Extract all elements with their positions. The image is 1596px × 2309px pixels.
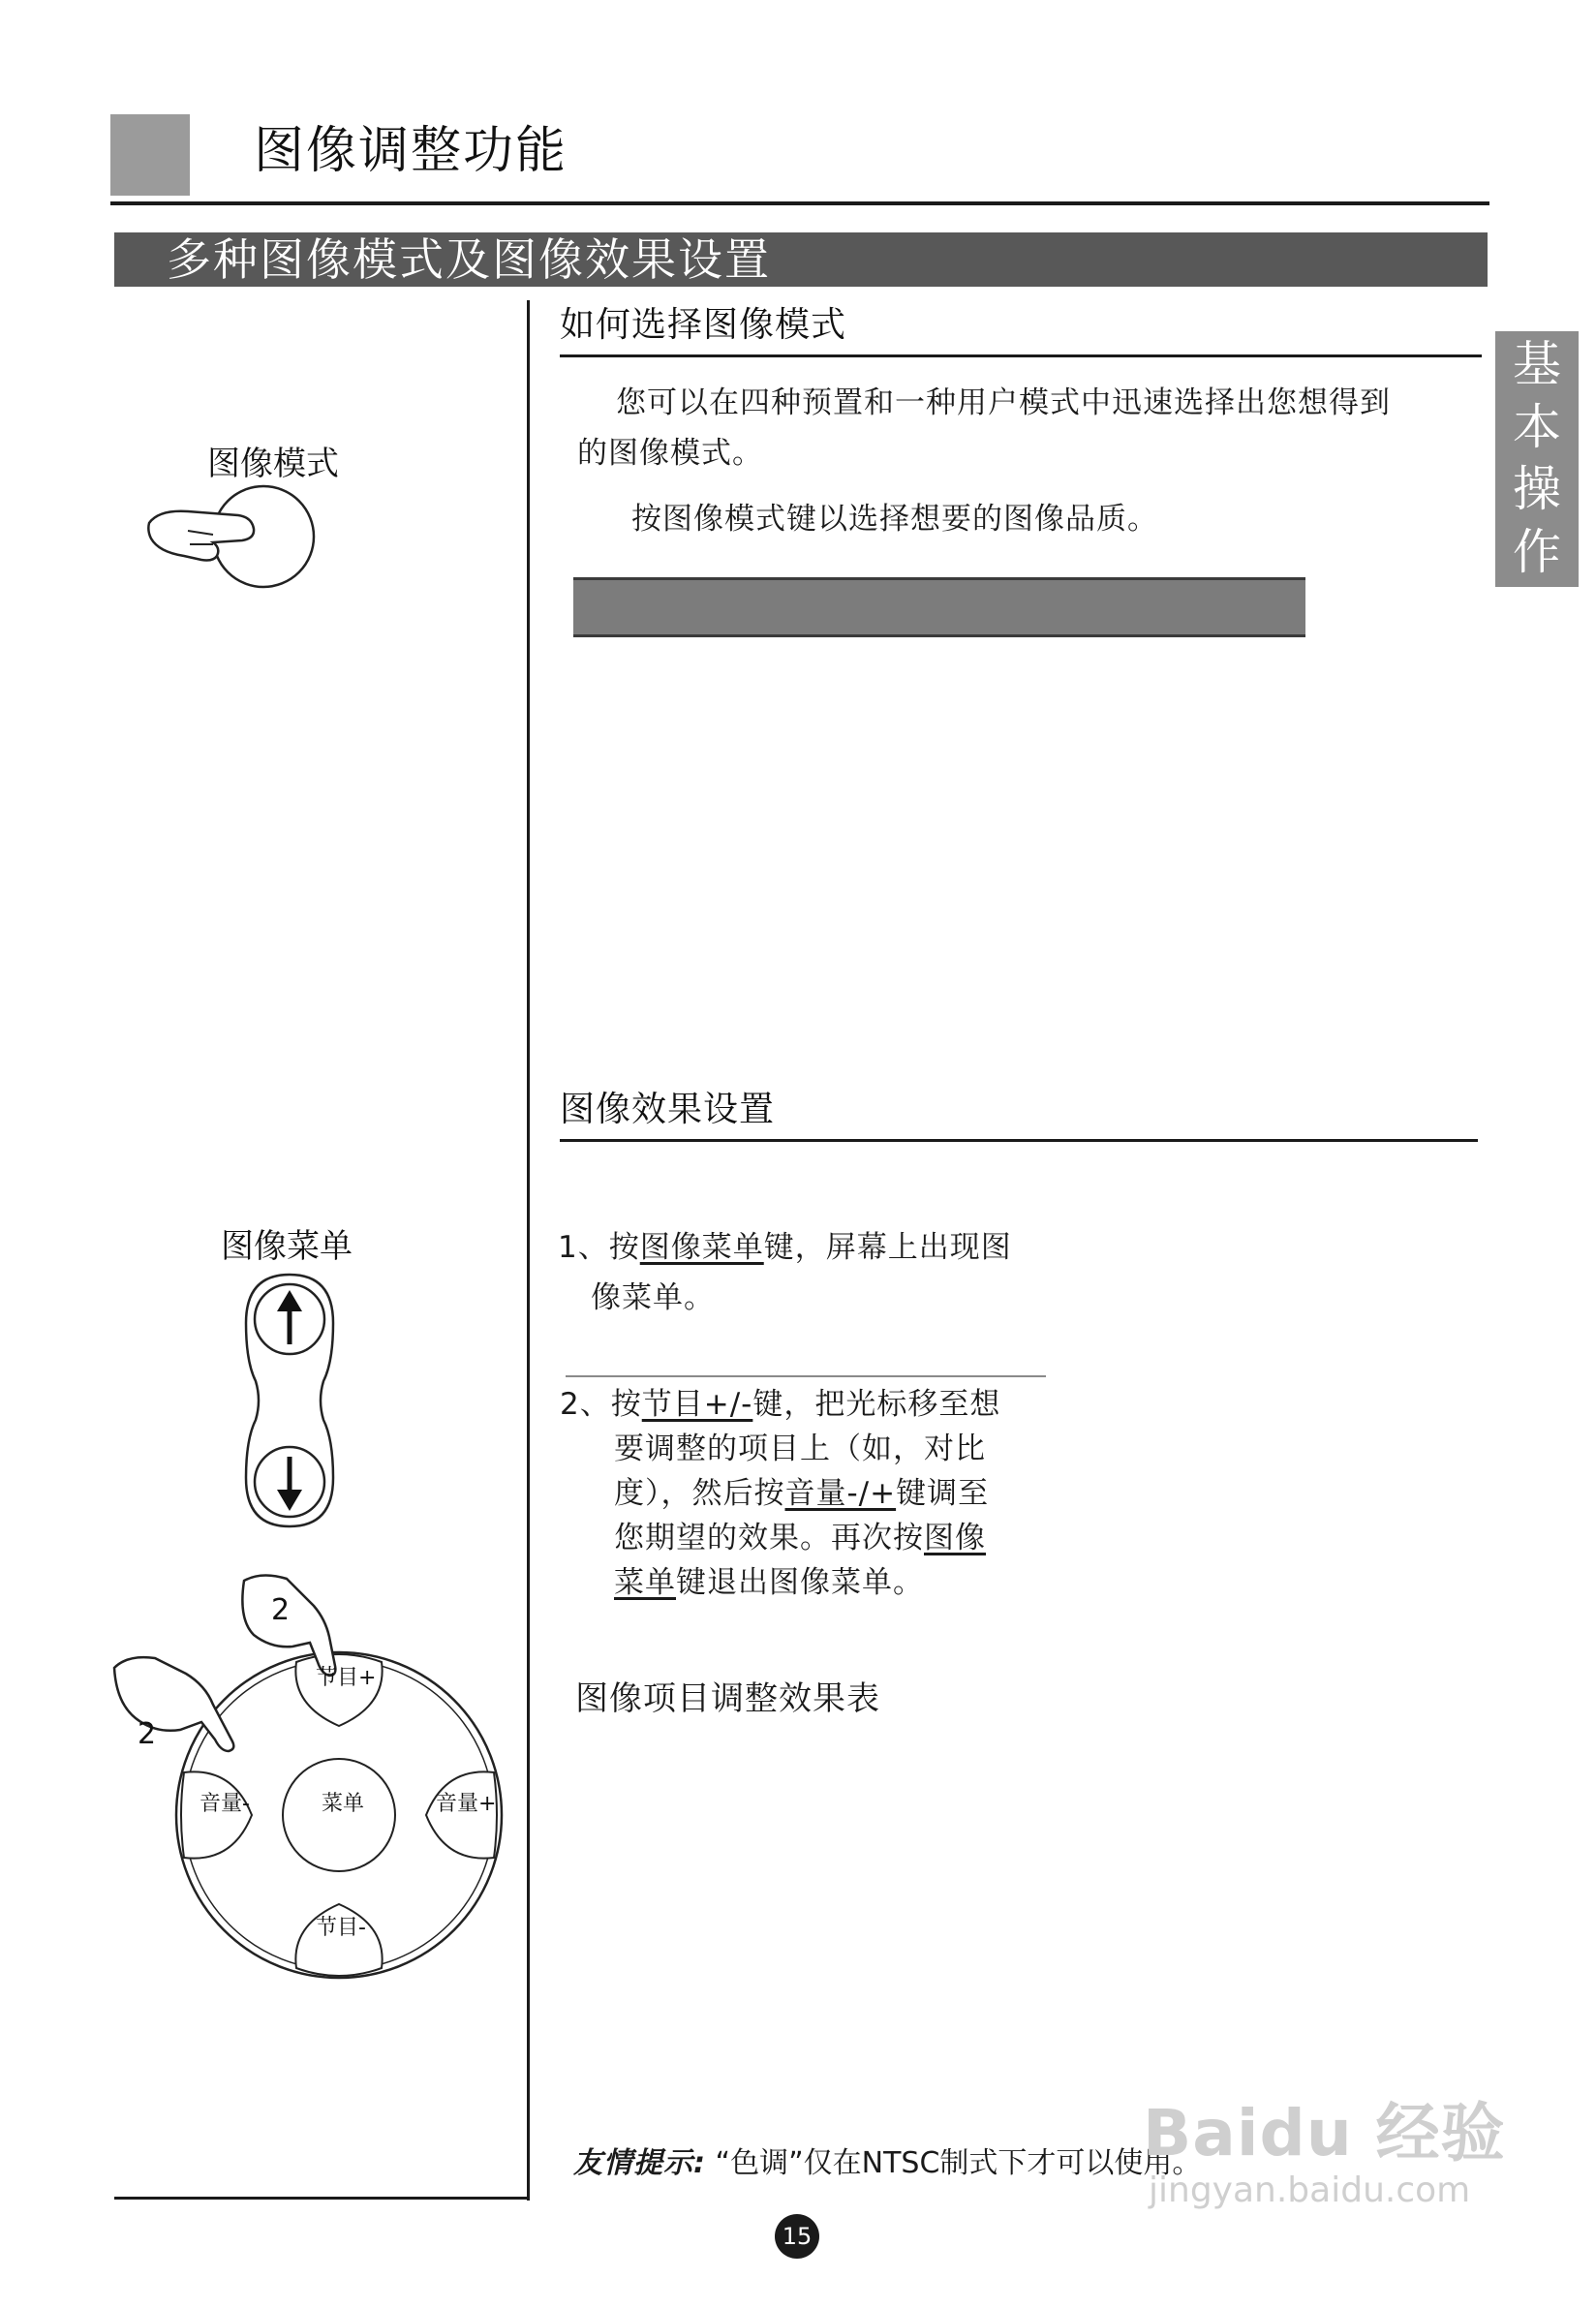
section1-para2: 按图像模式键以选择想要的图像品质。 [631, 502, 1158, 537]
side-tab [1495, 331, 1579, 587]
remote-channel-down-label: 节目- [316, 1916, 366, 1940]
adjustment-table-title: 图像项目调整效果表 [575, 1679, 880, 1718]
step1-line2: 像菜单。 [591, 1280, 715, 1315]
watermark [1143, 2096, 1511, 2247]
step2-line4-a: 您期望的效果。再次按 [614, 1521, 924, 1555]
step2-key-menu: 菜单 [614, 1565, 676, 1600]
step1-key-picture-menu: 图像菜单 [639, 1230, 764, 1265]
section1-heading-rule [560, 354, 1482, 357]
remote-volume-up-label: 音量+ [436, 1792, 497, 1816]
step2-text-b: 键，把光标移至想 [752, 1387, 1001, 1422]
header-square-decoration [110, 114, 190, 196]
picture-menu-updown-button [236, 1265, 343, 1536]
picture-mode-button-icon [145, 484, 329, 591]
step2-line2: 要调整的项目上（如，对比 [614, 1432, 986, 1466]
watermark-sub: jingyan.baidu.com [1149, 2170, 1471, 2210]
side-tab-char: 基 [1513, 336, 1561, 392]
section1-heading: 如何选择图像模式 [560, 305, 847, 345]
hand-top-step-number: 2 [271, 1593, 291, 1627]
section2-heading: 图像效果设置 [560, 1090, 776, 1129]
step2-line1 [560, 1383, 1000, 1426]
step1-line1 [558, 1226, 1012, 1269]
picture-mode-bar [573, 577, 1305, 637]
tip-text: “色调”仅在NTSC制式下才可以使用。 [715, 2146, 1202, 2180]
step2-line3-a: 度），然后按 [614, 1476, 785, 1511]
step1-text-b: 键，屏幕上出现图 [763, 1230, 1012, 1265]
step-divider [566, 1375, 1046, 1377]
column-divider [527, 300, 530, 2201]
picture-mode-label: 图像模式 [207, 445, 339, 483]
side-tab-char: 作 [1513, 523, 1561, 580]
step2-line3 [614, 1472, 989, 1515]
remote-volume-down-label: 音量- [200, 1792, 250, 1816]
tip-note [573, 2144, 1201, 2183]
section-banner-title: 多种图像模式及图像效果设置 [167, 233, 771, 286]
title-rule [110, 201, 1489, 205]
step2-line5-b: 键退出图像菜单。 [676, 1565, 924, 1600]
page-title: 图像调整功能 [254, 122, 568, 180]
side-tab-char: 本 [1513, 398, 1561, 455]
watermark-main: Baidu 经验 [1143, 2096, 1506, 2170]
page-number: 15 [775, 2214, 819, 2259]
step2-key-channel: 节目+/- [641, 1387, 753, 1422]
step2-line4 [614, 1517, 986, 1559]
section1-para1: 您可以在四种预置和一种用户模式中迅速选择出您想得到 [616, 385, 1391, 420]
remote-channel-up-label: 节目+ [316, 1666, 377, 1690]
step2-key-picture: 图像 [924, 1521, 986, 1555]
hand-left-step-number: 2 [138, 1717, 157, 1751]
picture-menu-label: 图像菜单 [221, 1227, 353, 1266]
bottom-rule [114, 2197, 530, 2200]
step1-text-a: 按 [608, 1230, 640, 1265]
step2-line5 [614, 1561, 924, 1604]
step2-line3-b: 键调至 [896, 1476, 990, 1511]
step2-num: 2、 [560, 1387, 611, 1422]
remote-menu-label: 菜单 [322, 1792, 365, 1816]
side-tab-char: 操 [1513, 461, 1561, 518]
step1-num: 1、 [558, 1230, 609, 1265]
step2-text-a: 按 [610, 1387, 642, 1422]
remote-dpad-illustration [107, 1559, 513, 1986]
section2-heading-rule [560, 1139, 1478, 1142]
section1-para1-cont: 的图像模式。 [577, 436, 763, 471]
step2-key-volume: 音量-/+ [784, 1476, 897, 1511]
tip-label: 友情提示: [573, 2146, 706, 2180]
